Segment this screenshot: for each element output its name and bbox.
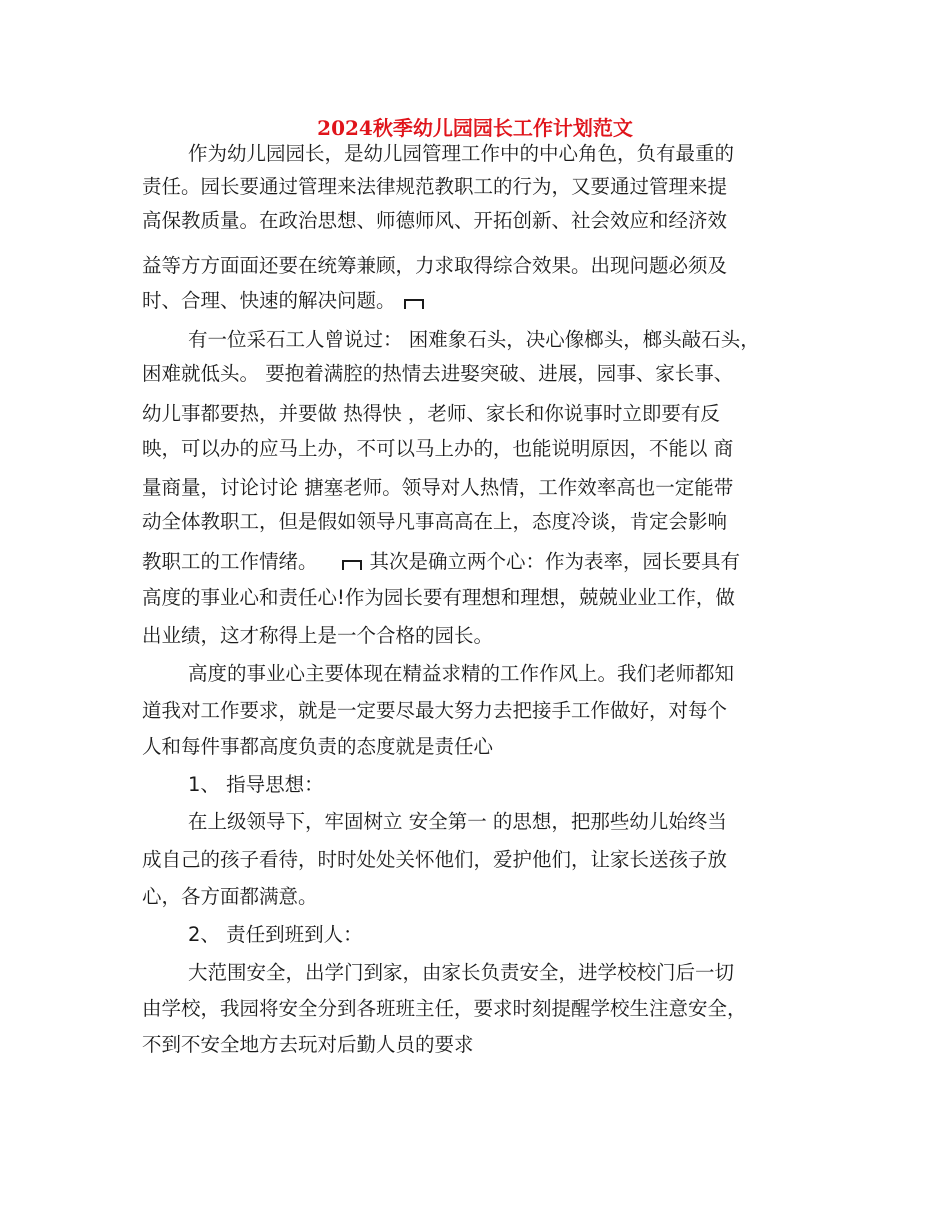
- paragraph-line: 困难就低头。 要抱着满腔的热情去进娶突破、进展，园事、家长事、: [142, 362, 734, 385]
- paragraph-line: 不到不安全地方去玩对后勤人员的要求: [142, 1033, 474, 1056]
- paragraph-line: 量商量，讨论讨论 搪塞老师。领导对人热情，工作效率高也一定能带: [142, 476, 734, 499]
- paragraph-line: 在上级领导下，牢固树立 安全第一 的思想，把那些幼儿始终当: [188, 810, 727, 833]
- paragraph-line: 有一位采石工人曾说过： 困难象石头，决心像榔头，榔头敲石头，: [188, 328, 760, 351]
- bracket-mark-icon: [404, 299, 424, 309]
- paragraph-line: 高度的事业心主要体现在精益求精的工作作风上。我们老师都知: [188, 662, 735, 685]
- paragraph-line: 大范围安全，出学门到家，由家长负责安全，进学校校门后一切: [188, 961, 735, 984]
- paragraph-line-text: 教职工的工作情绪。: [142, 550, 318, 573]
- paragraph-line: 人和每件事都高度负责的态度就是责任心: [142, 735, 494, 758]
- paragraph-line-text: 其次是确立两个心：作为表率，园长要具有: [369, 550, 741, 573]
- bracket-mark-icon: [342, 560, 362, 570]
- paragraph-line: 高度的事业心和责任心!作为园长要有理想和理想，兢兢业业工作，做: [142, 586, 735, 609]
- paragraph-line: 道我对工作要求，就是一定要尽最大努力去把接手工作做好，对每个: [142, 699, 728, 722]
- paragraph-line: 责任。园长要通过管理来法律规范教职工的行为，又要通过管理来提: [142, 175, 728, 198]
- paragraph-line-text: 时、合理、快速的解决问题。: [142, 289, 396, 312]
- paragraph-line: 映，可以办的应马上办，不可以马上办的，也能说明原因，不能以 商: [142, 437, 734, 460]
- paragraph-line: 出业绩，这才称得上是一个合格的园长。: [142, 624, 494, 647]
- paragraph-line: 成自己的孩子看待，时时处处关怀他们，爱护他们，让家长送孩子放: [142, 848, 728, 871]
- paragraph-line: 作为幼儿园园长，是幼儿园管理工作中的中心角色，负有最重的: [188, 142, 735, 165]
- section-heading: 1、 指导思想：: [188, 773, 324, 796]
- paragraph-line: 幼儿事都要热，并要做 热得快 ，老师、家长和你说事时立即要有反: [142, 402, 720, 425]
- paragraph-line: [142, 548, 740, 576]
- paragraph-line: 高保教质量。在政治思想、师德师风、开拓创新、社会效应和经济效: [142, 209, 728, 232]
- paragraph-line: [142, 287, 424, 315]
- paragraph-line: 益等方方面面还要在统筹兼顾，力求取得综合效果。出现问题必须及: [142, 254, 728, 277]
- paragraph-line: 动全体教职工，但是假如领导凡事高高在上，态度冷谈，肯定会影响: [142, 510, 728, 533]
- paragraph-line: 心，各方面都满意。: [142, 885, 318, 908]
- paragraph-line: 由学校，我园将安全分到各班班主任，要求时刻提醒学校生注意安全，: [142, 997, 747, 1020]
- section-heading: 2、 责任到班到人：: [188, 923, 363, 946]
- page-title: 2024秋季幼儿园园长工作计划范文: [317, 116, 633, 140]
